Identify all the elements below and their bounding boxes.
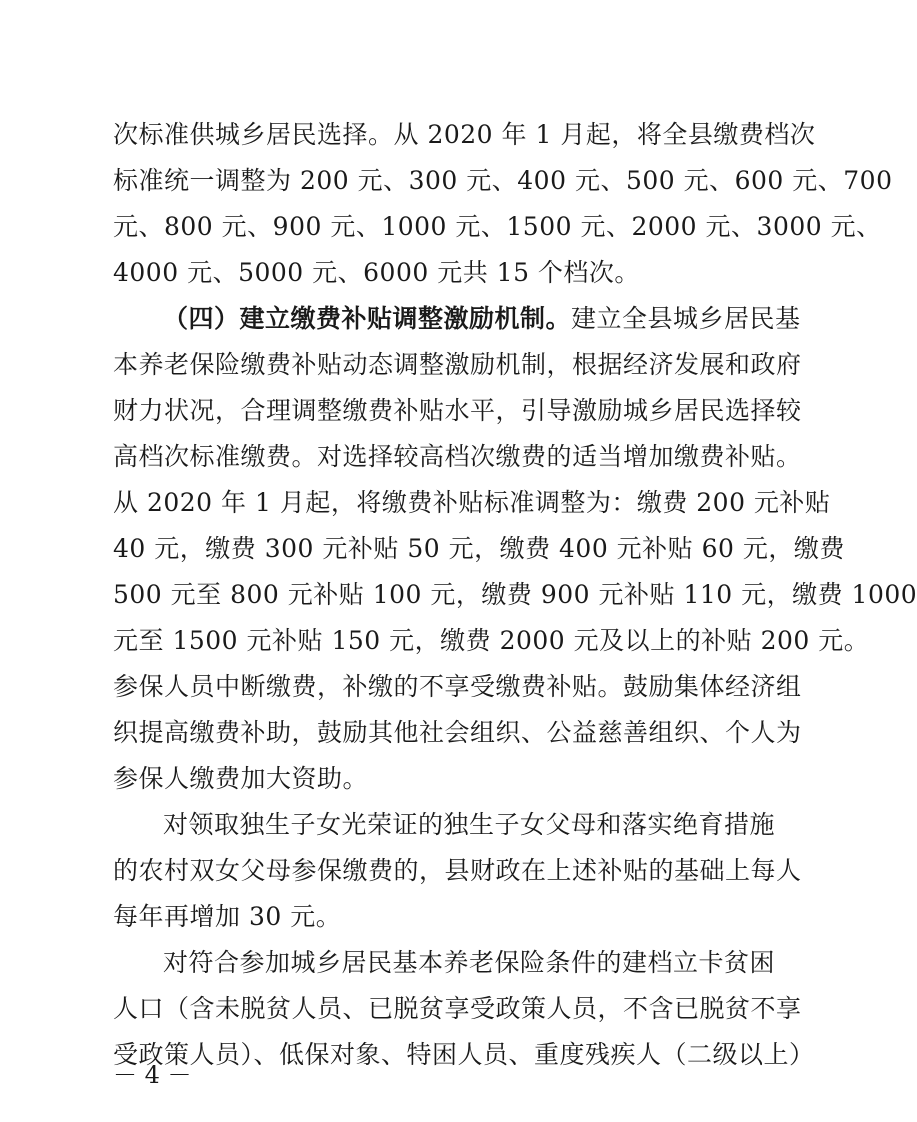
text-line: 本养老保险缴费补贴动态调整激励机制，根据经济发展和政府 [113, 350, 802, 379]
text-line: 高档次标准缴费。对选择较高档次缴费的适当增加缴费补贴。 [113, 442, 802, 471]
text-line: 元至 1500 元补贴 150 元，缴费 2000 元及以上的补贴 200 元。 [113, 626, 870, 655]
document-body [113, 112, 917, 1078]
text-line: 参保人员中断缴费，补缴的不享受缴费补贴。鼓励集体经济组 [113, 672, 802, 701]
paragraph [113, 112, 893, 296]
section-heading: （四）建立缴费补贴调整激励机制。 [163, 304, 572, 333]
text-line: 财力状况，合理调整缴费补贴水平，引导激励城乡居民选择较 [113, 396, 802, 425]
text-line: 标准统一调整为 200 元、300 元、400 元、500 元、600 元、700 [113, 166, 893, 195]
text-line: 的农村双女父母参保缴费的，县财政在上述补贴的基础上每人 [113, 856, 802, 885]
text-line: 500 元至 800 元补贴 100 元，缴费 900 元补贴 110 元，缴费 1000 [113, 580, 917, 609]
text-run: 建立全县城乡居民基 [571, 304, 801, 333]
paragraph [113, 940, 815, 1078]
page-number: － 4 － [113, 1061, 192, 1089]
text-line: 元、800 元、900 元、1000 元、1500 元、2000 元、3000 元、 [113, 212, 882, 241]
paragraph [113, 296, 917, 802]
text-line: 人口（含未脱贫人员、已脱贫享受政策人员，不含已脱贫不享 [113, 994, 802, 1023]
text-line: 对领取独生子女光荣证的独生子女父母和落实绝育措施 [163, 810, 776, 839]
text-line: 40 元，缴费 300 元补贴 50 元，缴费 400 元补贴 60 元，缴费 [113, 534, 845, 563]
text-line: 次标准供城乡居民选择。从 2020 年 1 月起，将全县缴费档次 [113, 120, 816, 149]
text-line: 参保人缴费加大资助。 [113, 764, 369, 793]
text-line: 织提高缴费补助，鼓励其他社会组织、公益慈善组织、个人为 [113, 718, 802, 747]
text-line: 从 2020 年 1 月起，将缴费补贴标准调整为：缴费 200 元补贴 [113, 488, 831, 517]
text-line: 受政策人员）、低保对象、特困人员、重度残疾人（二级以上） [113, 1040, 815, 1069]
text-line [113, 296, 801, 342]
text-line: 对符合参加城乡居民基本养老保险条件的建档立卡贫困 [163, 948, 776, 977]
text-line: 每年再增加 30 元。 [113, 902, 342, 931]
text-line: 4000 元、5000 元、6000 元共 15 个档次。 [113, 258, 640, 287]
paragraph [113, 802, 802, 940]
